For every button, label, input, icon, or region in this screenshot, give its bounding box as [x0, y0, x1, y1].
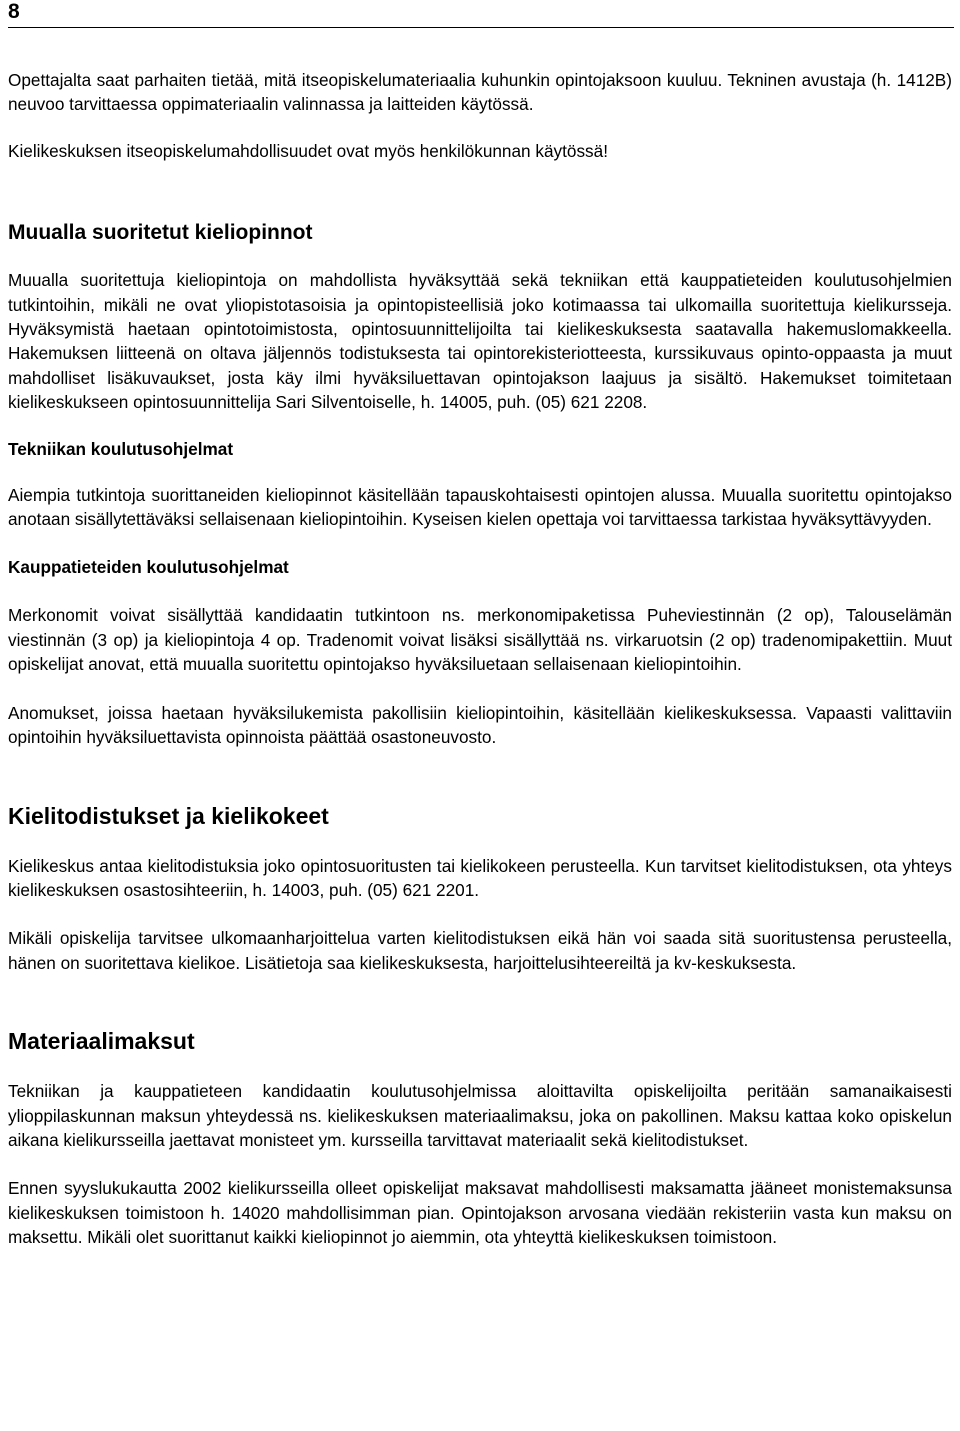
kauppatiede-paragraph-2: Anomukset, joissa haetaan hyväksilukemista pakollisiin kieliopintoihin, käsitellään kielikeskuksessa. Vapaasti valittaviin opintoihin hyväksiluettavista opinnoista päättää osastoneuvosto.	[8, 702, 952, 748]
materiaalimaksut-paragraph-2: Ennen syyslukukautta 2002 kielikursseilla olleet opiskelijat maksavat mahdollisesti maksamatta jääneet monistemaksunsa kielikeskuksen toimistoon h. 14020 mahdollisimman pian. Opintojakson arvosana viedään rekisteriin vasta kun maksu on maksettu. Mikäli olet suorittanut kaikki kieliopinnot jo aiemmin, ota yhteyttä kielikeskuksen toimistoon.	[8, 1178, 952, 1248]
muualla-paragraph-1: Muualla suoritettuja kieliopintoja on mahdollista hyväksyttää sekä tekniikan että kauppatieteiden koulutusohjelmien tutkintoihin, mikäli ne ovat yliopistotasoisia ja opintopisteellisiä joko kotimaassa tai ulkomailla suoritettuja kielikursseja. Hyväksymistä haetaan opintotoimistosta, opintosuunnittelijoilta tai kielikeskuksesta saatavalla hakemuslomakkeella. Hakemuksen liitteenä on oltava jäljennös todistuksesta tai opintorekisteriotteesta, kurssikuvaus opinto-oppaasta ja muut mahdolliset lisäkuvaukset, josta käy ilmi hyväksiluettavan opintojakson laajuus ja sisältö. Hakemukset toimitetaan kielikeskukseen opintosuunnittelija Sari Silventoiselle, h. 14005, puh. (05) 621 2208.	[8, 270, 952, 413]
section-heading-muualla: Muualla suoritetut kieliopinnot	[8, 221, 313, 245]
section-heading-kielitodistukset: Kielitodistukset ja kielikokeet	[8, 802, 329, 829]
section-heading-kauppatiede: Kauppatieteiden koulutusohjelmat	[8, 557, 289, 578]
tekniikka-paragraph-1: Aiempia tutkintoja suorittaneiden kieliopinnot käsitellään tapauskohtaisesti opintojen alussa. Muualla suoritettu opintojakso anotaan sisällytettäväksi sellaisenaan kieliopintoihin. Kyseisen kielen opettaja voi tarvittaessa tarkistaa hyväksyttävyyden.	[8, 484, 952, 530]
intro-paragraph-2: Kielikeskuksen itseopiskelumahdollisuudet ovat myös henkilökunnan käytössä!	[8, 140, 608, 161]
kielitodistukset-paragraph-1: Kielikeskus antaa kielitodistuksia joko opintosuoritusten tai kielikokeen perusteella. Kun tarvitset kielitodistuksen, ota yhteys kielikeskuksen osastosihteeriin, h. 14003, puh. (05) 621 2201.	[8, 855, 952, 900]
section-heading-tekniikka: Tekniikan koulutusohjelmat	[8, 438, 234, 459]
kauppatiede-paragraph-1: Merkonomit voivat sisällyttää kandidaatin tutkintoon ns. merkonomipaketissa Puheviestinnän (2 op), Talouselämän viestinnän (3 op) ja kieliopintoja 4 op. Tradenomit voivat lisäksi sisällyttää ns. virkaruotsin (2 op) tradenomipakettiin. Muut opiskelijat anovat, että muualla suoritettu opintojakso hyväksiluetaan sellaisenaan kieliopintoihin.	[8, 605, 952, 675]
page-content	[8, 68, 952, 1250]
page-number: 8	[8, 0, 20, 23]
header-rule	[8, 27, 954, 28]
section-heading-materiaalimaksut: Materiaalimaksut	[8, 1028, 195, 1055]
kielitodistukset-paragraph-2: Mikäli opiskelija tarvitsee ulkomaanharjoittelua varten kielitodistuksen eikä hän voi saada sitä suoritustensa perusteella, hänen on suoritettava kielikoe. Lisätietoja saa kielikeskuksesta, harjoittelusihteereiltä ja kv-keskuksesta.	[8, 928, 952, 973]
materiaalimaksut-paragraph-1: Tekniikan ja kauppatieteen kandidaatin koulutusohjelmissa aloittavilta opiskelijoilta peritään samanaikaisesti ylioppilaskunnan maksun yhteydessä ns. kielikeskuksen materiaalimaksu, joka on pakollinen. Maksu kattaa koko opiskelun aikana kielikursseilla jaettavat monisteet ym. kursseilla tarvittavat materiaalit sekä kielitodistukset.	[8, 1081, 952, 1150]
intro-paragraph-1: Opettajalta saat parhaiten tietää, mitä itseopiskelumateriaalia kuhunkin opintojaksoon kuuluu. Tekninen avustaja (h. 1412B) neuvoo tarvittaessa oppimateriaalin valinnassa ja laitteiden käytössä.	[8, 70, 952, 115]
